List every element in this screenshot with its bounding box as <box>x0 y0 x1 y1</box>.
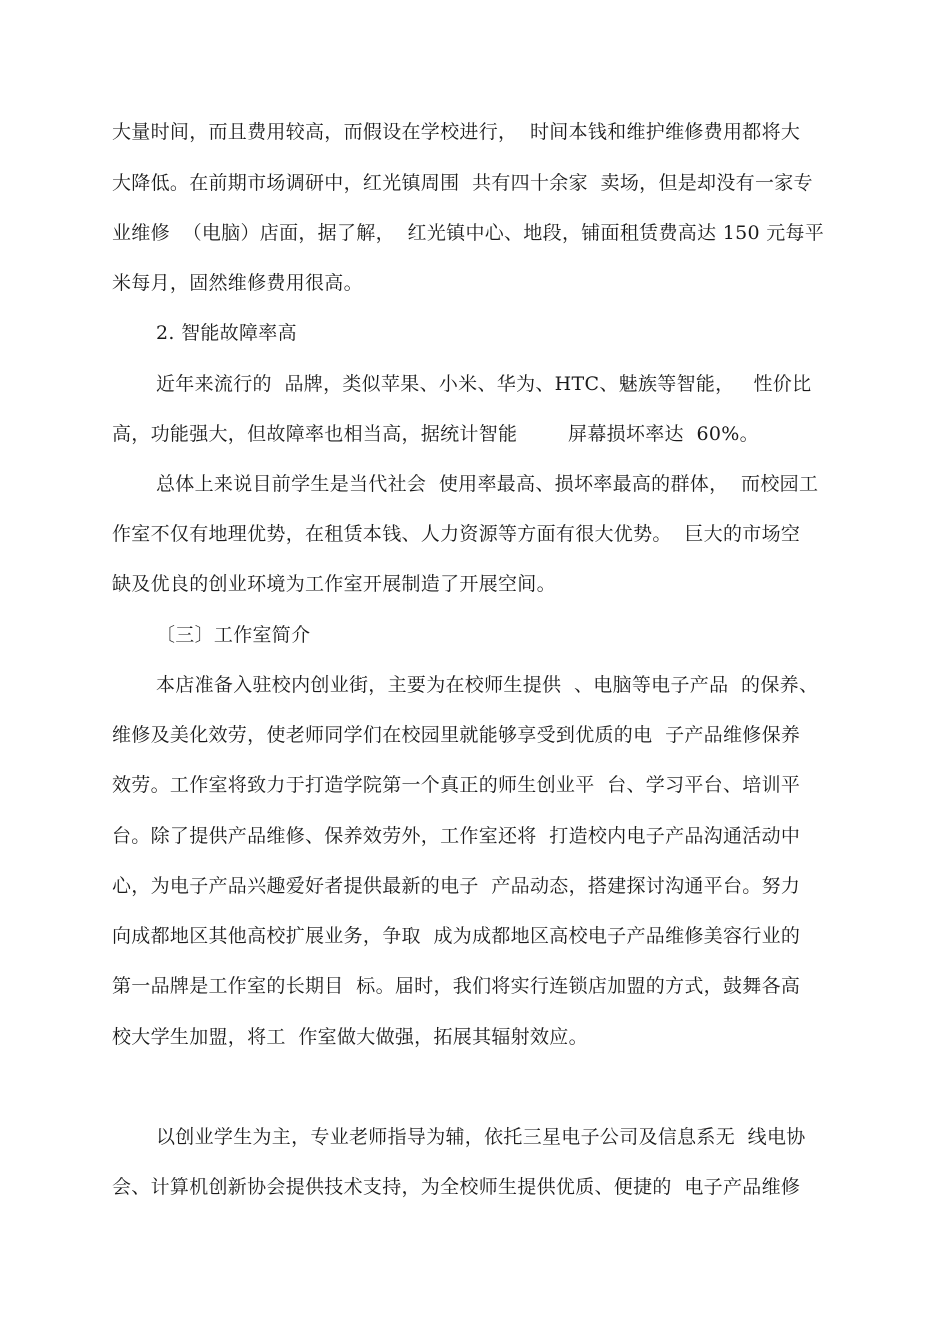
paragraph-line: 大量时间，而且费用较高，而假设在学校进行， 时间本钱和维护维修费用都将大 <box>112 121 801 143</box>
paragraph-line: 高，功能强大，但故障率也相当高，据统计智能 屏幕损坏率达 60%。 <box>112 423 759 445</box>
section-heading: 2. 智能故障率高 <box>156 322 297 344</box>
paragraph-line: 效劳。工作室将致力于打造学院第一个真正的师生创业平 台、学习平台、培训平 <box>112 774 801 796</box>
paragraph-line: 维修及美化效劳，使老师同学们在校园里就能够享受到优质的电 子产品维修保养 <box>112 724 801 746</box>
paragraph-line: 作室不仅有地理优势，在租赁本钱、人力资源等方面有很大优势。 巨大的市场空 <box>112 523 801 545</box>
paragraph-line: 缺及优良的创业环境为工作室开展制造了开展空间。 <box>112 573 556 595</box>
paragraph-line: 校大学生加盟，将工 作室做大做强，拓展其辐射效应。 <box>112 1026 588 1048</box>
paragraph-line: 总体上来说目前学生是当代社会 使用率最高、损坏率最高的群体， 而校园工 <box>156 473 819 495</box>
paragraph-line: 会、计算机创新协会提供技术支持，为全校师生提供优质、便捷的 电子产品维修 <box>112 1176 801 1198</box>
paragraph-line: 第一品牌是工作室的长期目 标。届时，我们将实行连锁店加盟的方式，鼓舞各高 <box>112 975 801 997</box>
paragraph-line: 大降低。在前期市场调研中，红光镇周围 共有四十余家 卖场，但是却没有一家专 <box>112 172 813 194</box>
paragraph-line: 业维修 （电脑）店面，据了解， 红光镇中心、地段，铺面租赁费高达 150 元每平 <box>112 222 825 244</box>
paragraph-line: 台。除了提供产品维修、保养效劳外，工作室还将 打造校内电子产品沟通活动中 <box>112 825 801 847</box>
paragraph-line: 米每月，固然维修费用很高。 <box>112 272 363 294</box>
section-heading: 〔三〕工作室简介 <box>156 624 311 646</box>
paragraph-line: 向成都地区其他高校扩展业务，争取 成为成都地区高校电子产品维修美容行业的 <box>112 925 801 947</box>
paragraph-line: 本店准备入驻校内创业街，主要为在校师生提供 、电脑等电子产品 的保养、 <box>156 674 819 696</box>
paragraph-line: 以创业学生为主，专业老师指导为辅，依托三星电子公司及信息系无 线电协 <box>156 1126 806 1148</box>
paragraph-line: 心，为电子产品兴趣爱好者提供最新的电子 产品动态，搭建探讨沟通平台。努力 <box>112 875 801 897</box>
paragraph-line: 近年来流行的 品牌，类似苹果、小米、华为、HTC、魅族等智能， 性价比 <box>156 373 812 395</box>
